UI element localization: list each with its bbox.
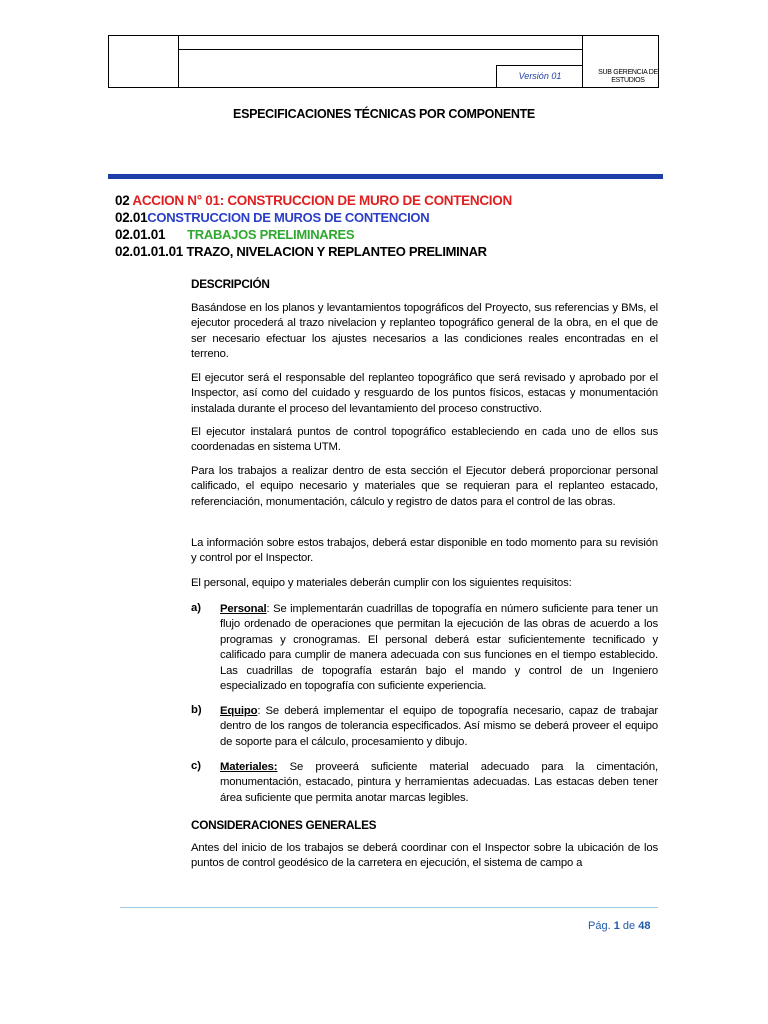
- page-current: 1: [613, 920, 620, 932]
- list-item-term: Personal: [220, 603, 267, 615]
- heading-1-text: ACCION N° 01: CONSTRUCCION DE MURO DE CONTENCION: [132, 193, 512, 208]
- list-item-text: Se proveerá suficiente material adecuado para la cimentación, monumentación, estacado, pintura y herramientas adecuadas. Las estacas deben tener área suficiente que permita anotar marcas legibles.: [220, 761, 658, 804]
- heading-2-number: 02.01: [115, 210, 148, 225]
- list-item-label: b): [191, 704, 202, 716]
- heading-1-number: 02: [115, 193, 130, 208]
- heading-level-2: [115, 210, 429, 225]
- heading-3-number: 02.01.01: [115, 227, 166, 242]
- heading-4-number: 02.01.01.01: [115, 244, 184, 259]
- document-header-table: [108, 35, 659, 88]
- descripcion-paragraph-5: La información sobre estos trabajos, deberá estar disponible en todo momento para su revisión y control por el Inspector.: [191, 537, 658, 565]
- consideraciones-title: CONSIDERACIONES GENERALES: [191, 818, 377, 832]
- list-item-label: a): [191, 602, 202, 614]
- heading-2-text: CONSTRUCCION DE MUROS DE CONTENCION: [147, 210, 430, 225]
- list-item-equipo: [220, 704, 658, 750]
- heading-level-3: [115, 227, 354, 242]
- page-total: 48: [638, 920, 651, 932]
- page-prefix: Pág.: [588, 920, 611, 932]
- descripcion-paragraph-2: El ejecutor será el responsable del replanteo topográfico que será revisado y aprobado por el Inspector, así como del cuidado y resguardo de los puntos físicos, estacas y monumentación instalada durante el proceso del levantamiento del proceso constructivo.: [191, 372, 658, 415]
- page-number: [588, 920, 650, 932]
- version-label: Versión 01: [518, 71, 562, 81]
- descripcion-title: DESCRIPCIÓN: [191, 277, 270, 291]
- heading-3-text: TRABAJOS PRELIMINARES: [187, 227, 355, 242]
- header-top-cell: [179, 36, 582, 50]
- office-cell: [582, 36, 659, 87]
- section-divider: [108, 174, 663, 179]
- version-cell: [496, 65, 582, 87]
- list-item-term: Equipo: [220, 705, 258, 717]
- heading-4-text: TRAZO, NIVELACION Y REPLANTEO PRELIMINAR: [186, 244, 487, 259]
- list-item-label: c): [191, 760, 202, 772]
- descripcion-paragraph-3: El ejecutor instalará puntos de control topográfico estableciendo en cada uno de ellos sus coordenadas en sistema UTM.: [191, 426, 658, 454]
- logo-cell: [109, 36, 179, 87]
- heading-level-4: [115, 244, 487, 259]
- office-line-1: SUB GERENCIA DE: [598, 69, 658, 76]
- descripcion-paragraph-4: Para los trabajos a realizar dentro de esta sección el Ejecutor deberá proporcionar personal calificado, el equipo necesario y materiales que se requieran para el replanteo estacado, referenciación, monumentación, cálculo y registro de datos para el control de las obras.: [191, 465, 658, 508]
- list-item-text: : Se deberá implementar el equipo de topografía necesario, capaz de trabajar dentro de los rangos de tolerancia especificados. Así mismo se deberá proveer el equipo de soporte para el cálculo, procesamiento y dibujo.: [220, 705, 658, 748]
- footer-divider: [120, 907, 658, 908]
- document-title: ESPECIFICACIONES TÉCNICAS POR COMPONENTE: [233, 107, 535, 121]
- list-item-personal: [220, 602, 658, 694]
- list-item-materiales: [220, 760, 658, 806]
- office-label: [593, 69, 663, 85]
- descripcion-paragraph-6: El personal, equipo y materiales deberán cumplir con los siguientes requisitos:: [191, 577, 572, 589]
- consideraciones-paragraph-1: Antes del inicio de los trabajos se deberá coordinar con el Inspector sobre la ubicación de los puntos de control geodésico de la carretera en ejecución, el sistema de campo a: [191, 842, 658, 870]
- page-of: de: [622, 920, 636, 932]
- list-item-text: : Se implementarán cuadrillas de topografía en número suficiente para tener un flujo ordenado de operaciones que permitan la ejecución de las obras de acuerdo a los programas y cronogramas. El personal deberá estar suficientemente tecnificado y calificado para cumplir de manera adecuada con sus funciones en el tiempo establecido. Las cuadrillas de topografía estarán bajo el mando y control de un Ingeniero especializado en topografía con suficiente experiencia.: [220, 603, 658, 693]
- heading-level-1: [115, 193, 512, 208]
- list-item-term: Materiales:: [220, 761, 278, 773]
- descripcion-paragraph-1: Basándose en los planos y levantamientos topográficos del Proyecto, sus referencias y BMs, el ejecutor procederá al trazo nivelacion y replanteo topográfico general de la obra, en el que de ser necesario efectuar los ajustes necesarios a las condiciones reales encontradas en el terreno.: [191, 302, 658, 361]
- office-line-2: ESTUDIOS: [611, 77, 645, 84]
